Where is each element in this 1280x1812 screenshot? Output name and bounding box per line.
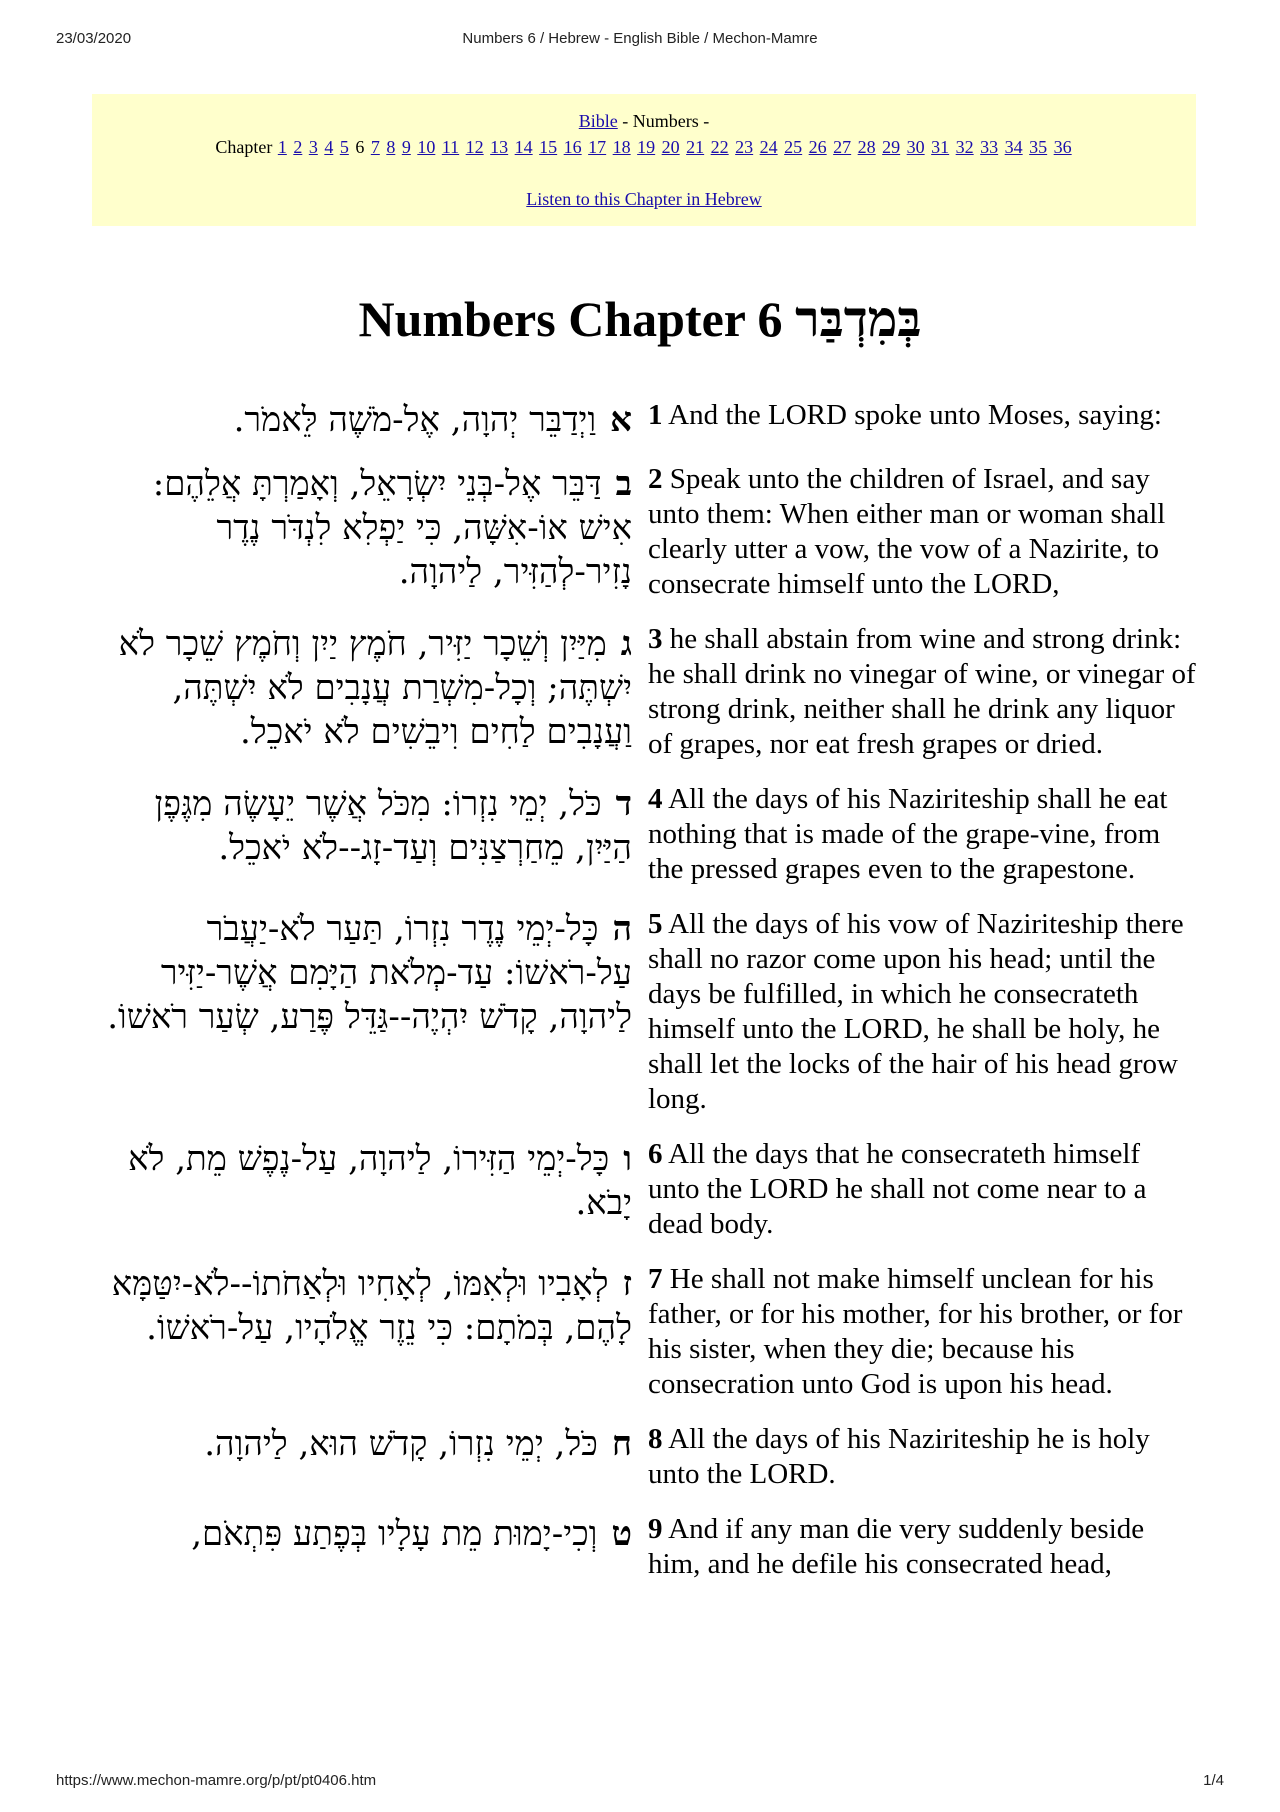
chapter-link-12[interactable]: 12: [465, 137, 484, 157]
verse-row: [92, 1422, 1196, 1492]
page-title-hebrew: בְּמִדְבַּר: [795, 291, 922, 347]
verse-number: 4: [648, 783, 663, 815]
verse-hebrew-text: דַּבֵּר אֶל-בְּנֵי יִשְׂרָאֵל, וְאָמַרְתָּ אֲלֵהֶם: אִישׁ אוֹ-אִשָּׁה, כִּי יַפְלִא לִנְדֹּר נֶדֶר נָזִיר-לְהַזִּיר, לַיהוָה.: [152, 464, 632, 592]
chapter-link-5[interactable]: 5: [339, 137, 349, 157]
chapter-link-19[interactable]: 19: [637, 137, 656, 157]
verse-hebrew: [92, 1422, 640, 1466]
verse-hebrew-text: כֹּל, יְמֵי נִזְרוֹ: מִכֹּל אֲשֶׁר יֵעָשֶׂה מִגֶּפֶן הַיַּיִן, מֵחַרְצַנִּים וְעַד-זָג--לֹא יֹאכֵל.: [154, 784, 632, 868]
verse-number: 1: [648, 399, 663, 431]
verse-hebrew-text: כָּל-יְמֵי הַזִּירוֹ, לַיהוָה, עַל-נֶפֶשׁ מֵת, לֹא יָבֹא.: [128, 1139, 632, 1223]
chapter-link-21[interactable]: 21: [686, 137, 705, 157]
page-title-english: Numbers Chapter 6: [358, 291, 783, 347]
verse-hebrew-text: וְכִי-יָמוּת מֵת עָלָיו בְּפֶתַע פִּתְאֹם,: [191, 1514, 598, 1554]
verse-english-text: All the days that he consecrateth himself unto the LORD he shall not come near to a dead body.: [648, 1138, 1147, 1240]
verse-row: [92, 907, 1196, 1117]
verse-hebrew: [92, 782, 640, 870]
verse-english: [640, 462, 1196, 602]
chapter-link-9[interactable]: 9: [401, 137, 411, 157]
chapter-link-2[interactable]: 2: [293, 137, 303, 157]
verse-hebrew: [92, 1262, 640, 1350]
verse-row: [92, 462, 1196, 602]
page-title: [0, 290, 1280, 348]
verse-hebrew-number: א: [610, 400, 632, 440]
chapter-link-24[interactable]: 24: [759, 137, 778, 157]
chapter-link-36[interactable]: 36: [1053, 137, 1072, 157]
chapter-link-14[interactable]: 14: [514, 137, 533, 157]
chapter-link-31[interactable]: 31: [931, 137, 950, 157]
verse-english: [640, 398, 1196, 433]
verse-number: 2: [648, 463, 663, 495]
verse-english-text: And the LORD spoke unto Moses, saying:: [668, 399, 1162, 431]
chapter-link-28[interactable]: 28: [857, 137, 876, 157]
verse-hebrew: [92, 1512, 640, 1556]
verse-row: [92, 1262, 1196, 1402]
print-header: [56, 30, 1224, 54]
verse-number: 3: [648, 623, 663, 655]
verse-hebrew: [92, 907, 640, 1039]
chapter-link-13[interactable]: 13: [490, 137, 509, 157]
chapter-link-1[interactable]: 1: [277, 137, 287, 157]
print-date: 23/03/2020: [56, 30, 132, 47]
book-name: - Numbers -: [617, 111, 710, 131]
chapter-link-25[interactable]: 25: [784, 137, 803, 157]
chapter-link-15[interactable]: 15: [539, 137, 558, 157]
verse-hebrew-text: כָּל-יְמֵי נֶדֶר נִזְרוֹ, תַּעַר לֹא-יַעֲבֹר עַל-רֹאשׁוֹ: עַד-מְלֹאת הַיָּמִם אֲשֶׁר-יַזִּיר לַיהוָה, קָדֹשׁ יִהְיֶה--גַּדֵּל פֶּרַע, שְׂעַר רֹאשׁוֹ.: [107, 909, 632, 1037]
verse-hebrew: [92, 398, 640, 442]
chapter-link-33[interactable]: 33: [980, 137, 999, 157]
verse-english: [640, 1262, 1196, 1402]
verse-hebrew-number: ט: [611, 1514, 632, 1554]
print-page-number: 1/4: [1203, 1772, 1224, 1789]
chapter-navigation: [92, 94, 1196, 226]
chapter-link-29[interactable]: 29: [882, 137, 901, 157]
bible-link[interactable]: Bible: [578, 111, 618, 131]
chapter-link-32[interactable]: 32: [955, 137, 974, 157]
verse-hebrew-number: ד: [615, 784, 632, 824]
verse-english-text: Speak unto the children of Israel, and say unto them: When either man or woman shall clearly utter a vow, the vow of a Nazirite, to consecrate himself unto the LORD,: [648, 463, 1166, 600]
verse-english-text: All the days of his Naziriteship shall he eat nothing that is made of the grape-vine, from the pressed grapes even to the grapestone.: [648, 783, 1168, 885]
verse-hebrew-text: וַיְדַבֵּר יְהוָה, אֶל-מֹשֶׁה לֵּאמֹר.: [233, 400, 597, 440]
chapter-link-34[interactable]: 34: [1004, 137, 1023, 157]
verse-number: 5: [648, 908, 663, 940]
chapter-label: Chapter: [215, 137, 273, 157]
verse-english-text: And if any man die very suddenly beside him, and he defile his consecrated head,: [648, 1513, 1145, 1580]
verse-hebrew-number: ו: [623, 1139, 632, 1179]
chapter-link-8[interactable]: 8: [386, 137, 396, 157]
chapter-link-35[interactable]: 35: [1029, 137, 1048, 157]
chapter-link-27[interactable]: 27: [833, 137, 852, 157]
chapter-link-7[interactable]: 7: [370, 137, 380, 157]
chapter-link-23[interactable]: 23: [735, 137, 754, 157]
chapter-link-3[interactable]: 3: [308, 137, 318, 157]
verse-english-text: All the days of his Naziriteship he is holy unto the LORD.: [648, 1423, 1150, 1490]
chapter-link-20[interactable]: 20: [661, 137, 680, 157]
verse-hebrew-text: לְאָבִיו וּלְאִמּוֹ, לְאָחִיו וּלְאַחֹתוֹ--לֹא-יִטַּמָּא לָהֶם, בְּמֹתָם: כִּי נֵזֶר אֱלֹהָיו, עַל-רֹאשׁוֹ.: [111, 1264, 632, 1348]
verse-english: [640, 1137, 1196, 1242]
verse-row: [92, 398, 1196, 442]
chapter-link-18[interactable]: 18: [612, 137, 631, 157]
verse-row: [92, 782, 1196, 887]
verse-english: [640, 1422, 1196, 1492]
verse-hebrew-number: ה: [612, 909, 632, 949]
chapter-link-26[interactable]: 26: [808, 137, 827, 157]
verse-number: 8: [648, 1423, 663, 1455]
verse-number: 9: [648, 1513, 663, 1545]
print-footer: [56, 1772, 1224, 1796]
verse-row: [92, 1137, 1196, 1242]
verse-english-text: All the days of his vow of Naziriteship there shall no razor come upon his head; until the days be fulfilled, in which he consecrateth himself unto the LORD, he shall be holy, he shall let the locks of the hair of his head grow long.: [648, 908, 1184, 1115]
verse-hebrew: [92, 1137, 640, 1225]
chapter-link-17[interactable]: 17: [588, 137, 607, 157]
verse-hebrew-number: ג: [620, 624, 632, 664]
verse-hebrew-text: כֹּל, יְמֵי נִזְרוֹ, קָדֹשׁ הוּא, לַיהוָה.: [204, 1424, 598, 1464]
verse-hebrew-number: ח: [611, 1424, 632, 1464]
verse-english: [640, 907, 1196, 1117]
chapter-link-11[interactable]: 11: [441, 137, 460, 157]
chapter-link-30[interactable]: 30: [906, 137, 925, 157]
verse-english-text: he shall abstain from wine and strong drink: he shall drink no vinegar of wine, or vinegar of strong drink, neither shall he drink any liquor of grapes, nor eat fresh grapes or dried.: [648, 623, 1196, 760]
verse-number: 7: [648, 1263, 663, 1295]
breadcrumb: [92, 108, 1196, 134]
verse-english: [640, 1512, 1196, 1582]
verse-english: [640, 782, 1196, 887]
verse-number: 6: [648, 1138, 663, 1170]
verse-hebrew-text: מִיַּיִן וְשֵׁכָר יַזִּיר, חֹמֶץ יַיִן וְחֹמֶץ שֵׁכָר לֹא יִשְׁתֶּה; וְכָל-מִשְׁרַת עֲנָבִים לֹא יִשְׁתֶּה, וַעֲנָבִים לַחִים וִיבֵשִׁים לֹא יֹאכֵל.: [118, 624, 632, 752]
verse-english: [640, 622, 1196, 762]
verse-table: [92, 398, 1196, 1602]
verse-row: [92, 622, 1196, 762]
verse-row: [92, 1512, 1196, 1582]
listen-hebrew-link[interactable]: Listen to this Chapter in Hebrew: [526, 189, 762, 209]
verse-hebrew-number: ז: [622, 1264, 632, 1304]
chapter-link-4[interactable]: 4: [324, 137, 334, 157]
print-url: https://www.mechon-mamre.org/p/pt/pt0406.htm: [56, 1772, 377, 1789]
chapter-list: [92, 134, 1196, 160]
chapter-link-22[interactable]: 22: [710, 137, 729, 157]
chapter-current: 6: [355, 137, 365, 157]
chapter-link-16[interactable]: 16: [563, 137, 582, 157]
verse-hebrew: [92, 462, 640, 594]
verse-hebrew: [92, 622, 640, 754]
print-page-title: Numbers 6 / Hebrew - English Bible / Mechon-Mamre: [462, 30, 818, 47]
chapter-links: [277, 137, 1073, 157]
chapter-link-10[interactable]: 10: [417, 137, 436, 157]
verse-english-text: He shall not make himself unclean for his father, or for his mother, for his brother, or for his sister, when they die; because his consecration unto God is upon his head.: [648, 1263, 1183, 1400]
verse-hebrew-number: ב: [615, 464, 632, 504]
